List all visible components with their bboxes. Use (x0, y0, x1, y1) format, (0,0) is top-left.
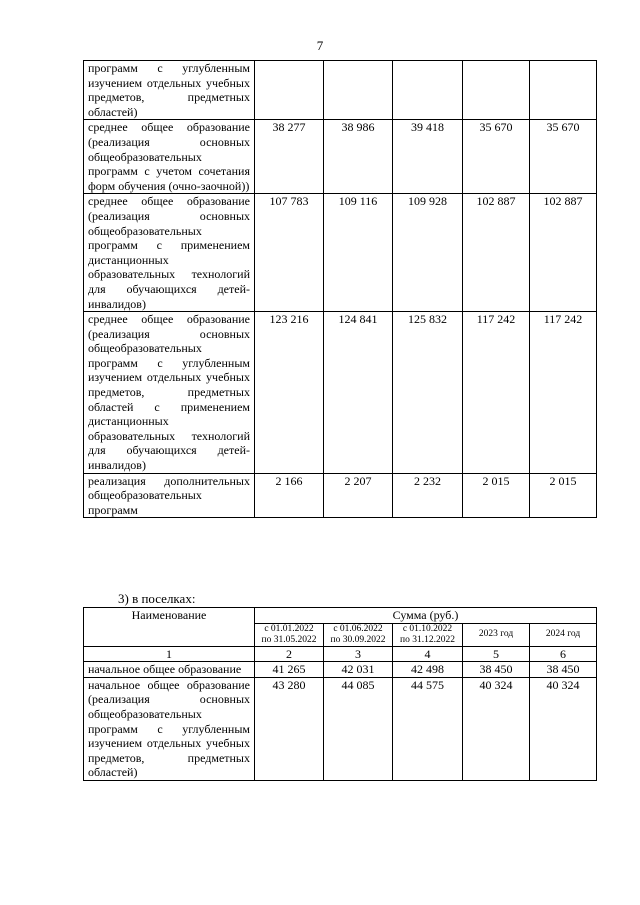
table-row (84, 120, 597, 194)
tariff-table-continued (83, 60, 597, 518)
row-value: 125 832 (393, 312, 463, 474)
column-number: 5 (463, 646, 530, 662)
tariff-table-settlements (83, 607, 597, 781)
header-period: с 01.06.2022 по 30.09.2022 (324, 623, 393, 646)
row-value (393, 61, 463, 120)
row-name: среднее общее образование (реализация основных общеобразовательных программ с углубленным изучением отдельных учебных предметов, предметных областей с применением дистанционных образовательных технологий для обучающихся детей-инвалидов) (84, 312, 255, 474)
row-value: 43 280 (255, 677, 324, 780)
row-value: 38 450 (530, 662, 597, 678)
row-value: 42 498 (393, 662, 463, 678)
row-value: 39 418 (393, 120, 463, 194)
row-name: среднее общее образование (реализация основных общеобразовательных программ с учетом сочетания форм обучения (очно-заочной)) (84, 120, 255, 194)
header-period: 2023 год (463, 623, 530, 646)
row-name: среднее общее образование (реализация основных общеобразовательных программ с применением дистанционных образовательных технологий для обучающихся детей-инвалидов) (84, 194, 255, 312)
section-heading: 3) в поселках: (118, 591, 196, 606)
row-value: 40 324 (463, 677, 530, 780)
row-value: 35 670 (530, 120, 597, 194)
table-row (84, 677, 597, 780)
column-number: 1 (84, 646, 255, 662)
row-value: 123 216 (255, 312, 324, 474)
header-period: с 01.10.2022 по 31.12.2022 (393, 623, 463, 646)
column-number: 2 (255, 646, 324, 662)
column-number: 3 (324, 646, 393, 662)
row-value: 38 450 (463, 662, 530, 678)
row-value (255, 61, 324, 120)
row-value: 102 887 (463, 194, 530, 312)
row-name: начальное общее образование (84, 662, 255, 678)
row-value (530, 61, 597, 120)
row-value: 40 324 (530, 677, 597, 780)
table-row (84, 473, 597, 518)
table-row (84, 662, 597, 678)
column-number: 4 (393, 646, 463, 662)
header-name: Наименование (84, 608, 255, 647)
row-value: 109 928 (393, 194, 463, 312)
table-row (84, 61, 597, 120)
row-value: 38 277 (255, 120, 324, 194)
row-value: 102 887 (530, 194, 597, 312)
row-value: 2 207 (324, 473, 393, 518)
column-number: 6 (530, 646, 597, 662)
header-sum: Сумма (руб.) (255, 608, 597, 624)
table-row (84, 312, 597, 474)
row-value: 44 575 (393, 677, 463, 780)
header-period: 2024 год (530, 623, 597, 646)
table-row (84, 194, 597, 312)
row-value: 2 015 (463, 473, 530, 518)
row-value (463, 61, 530, 120)
row-value: 107 783 (255, 194, 324, 312)
row-value: 2 166 (255, 473, 324, 518)
row-name: программ с углубленным изучением отдельных учебных предметов, предметных областей) (84, 61, 255, 120)
row-value: 117 242 (530, 312, 597, 474)
row-value: 44 085 (324, 677, 393, 780)
row-value: 124 841 (324, 312, 393, 474)
header-period: с 01.01.2022 по 31.05.2022 (255, 623, 324, 646)
row-value (324, 61, 393, 120)
row-value: 41 265 (255, 662, 324, 678)
row-value: 42 031 (324, 662, 393, 678)
row-name: реализация дополнительных общеобразовательных программ (84, 473, 255, 518)
row-value: 109 116 (324, 194, 393, 312)
page-number: 7 (316, 38, 324, 53)
row-value: 38 986 (324, 120, 393, 194)
row-value: 2 015 (530, 473, 597, 518)
row-value: 2 232 (393, 473, 463, 518)
row-value: 35 670 (463, 120, 530, 194)
row-name: начальное общее образование (реализация основных общеобразовательных программ с углубленным изучением отдельных учебных предметов, предметных областей) (84, 677, 255, 780)
row-value: 117 242 (463, 312, 530, 474)
